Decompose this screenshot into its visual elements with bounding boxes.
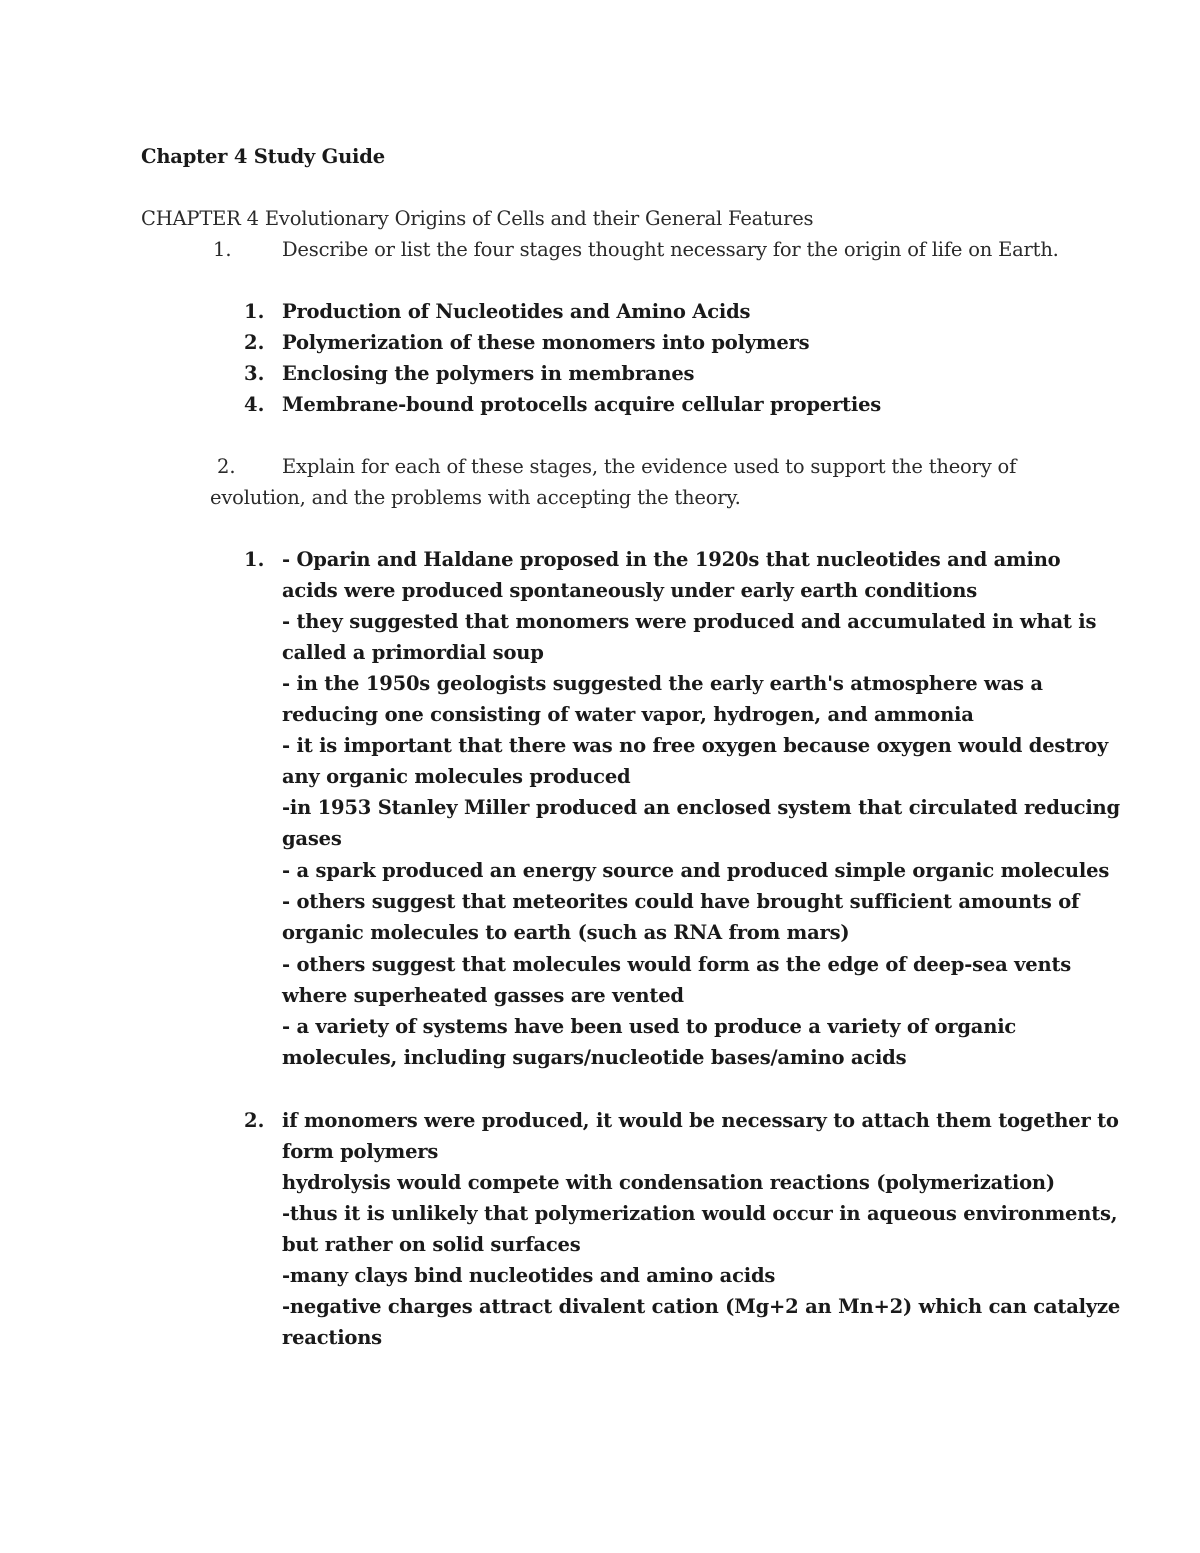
list-item: reactions xyxy=(282,1326,382,1349)
list-item: molecules, including sugars/nucleotide bases/amino acids xyxy=(282,1046,907,1069)
answer-number: 2. xyxy=(244,1109,265,1132)
list-item: - it is important that there was no free oxygen because oxygen would destroy xyxy=(282,734,1109,757)
list-item: - others suggest that meteorites could have brought sufficient amounts of xyxy=(282,890,1080,913)
document-title: Chapter 4 Study Guide xyxy=(141,145,385,168)
list-item: Production of Nucleotides and Amino Acids xyxy=(282,300,751,323)
list-item: -many clays bind nucleotides and amino acids xyxy=(282,1264,776,1287)
list-item: organic molecules to earth (such as RNA from mars) xyxy=(282,921,850,944)
list-item: hydrolysis would compete with condensation reactions (polymerization) xyxy=(282,1171,1055,1194)
list-item: -in 1953 Stanley Miller produced an enclosed system that circulated reducing xyxy=(282,796,1120,819)
answer-number: 1. xyxy=(244,300,265,323)
question-2-number: 2. xyxy=(217,455,236,478)
list-item: -thus it is unlikely that polymerization would occur in aqueous environments, xyxy=(282,1202,1118,1225)
answer-number: 2. xyxy=(244,331,265,354)
answer-number: 1. xyxy=(244,548,265,571)
list-item: form polymers xyxy=(282,1140,439,1163)
question-1-text: Describe or list the four stages thought necessary for the origin of life on Earth. xyxy=(282,238,1059,261)
list-item: reducing one consisting of water vapor, hydrogen, and ammonia xyxy=(282,703,974,726)
list-item: but rather on solid surfaces xyxy=(282,1233,581,1256)
list-item: acids were produced spontaneously under early earth conditions xyxy=(282,579,977,602)
list-item: any organic molecules produced xyxy=(282,765,631,788)
list-item: if monomers were produced, it would be necessary to attach them together to xyxy=(282,1109,1119,1132)
list-item: - a variety of systems have been used to produce a variety of organic xyxy=(282,1015,1017,1038)
chapter-heading: CHAPTER 4 Evolutionary Origins of Cells and their General Features xyxy=(141,207,814,230)
list-item: Enclosing the polymers in membranes xyxy=(282,362,695,385)
answer-number: 4. xyxy=(244,393,265,416)
question-1-number: 1. xyxy=(213,238,232,261)
list-item: where superheated gasses are vented xyxy=(282,984,684,1007)
list-item: Membrane-bound protocells acquire cellular properties xyxy=(282,393,882,416)
list-item: - a spark produced an energy source and produced simple organic molecules xyxy=(282,859,1110,882)
question-2-text-line1: Explain for each of these stages, the evidence used to support the theory of xyxy=(282,455,1017,478)
list-item: - others suggest that molecules would form as the edge of deep-sea vents xyxy=(282,953,1072,976)
list-item: -negative charges attract divalent cation (Mg+2 an Mn+2) which can catalyze xyxy=(282,1295,1121,1318)
list-item: - Oparin and Haldane proposed in the 1920s that nucleotides and amino xyxy=(282,548,1061,571)
list-item: called a primordial soup xyxy=(282,641,544,664)
list-item: Polymerization of these monomers into polymers xyxy=(282,331,810,354)
answer-number: 3. xyxy=(244,362,265,385)
question-2-text-line2: evolution, and the problems with accepting the theory. xyxy=(210,486,741,509)
list-item: - in the 1950s geologists suggested the early earth's atmosphere was a xyxy=(282,672,1043,695)
list-item: - they suggested that monomers were produced and accumulated in what is xyxy=(282,610,1097,633)
list-item: gases xyxy=(282,827,342,850)
